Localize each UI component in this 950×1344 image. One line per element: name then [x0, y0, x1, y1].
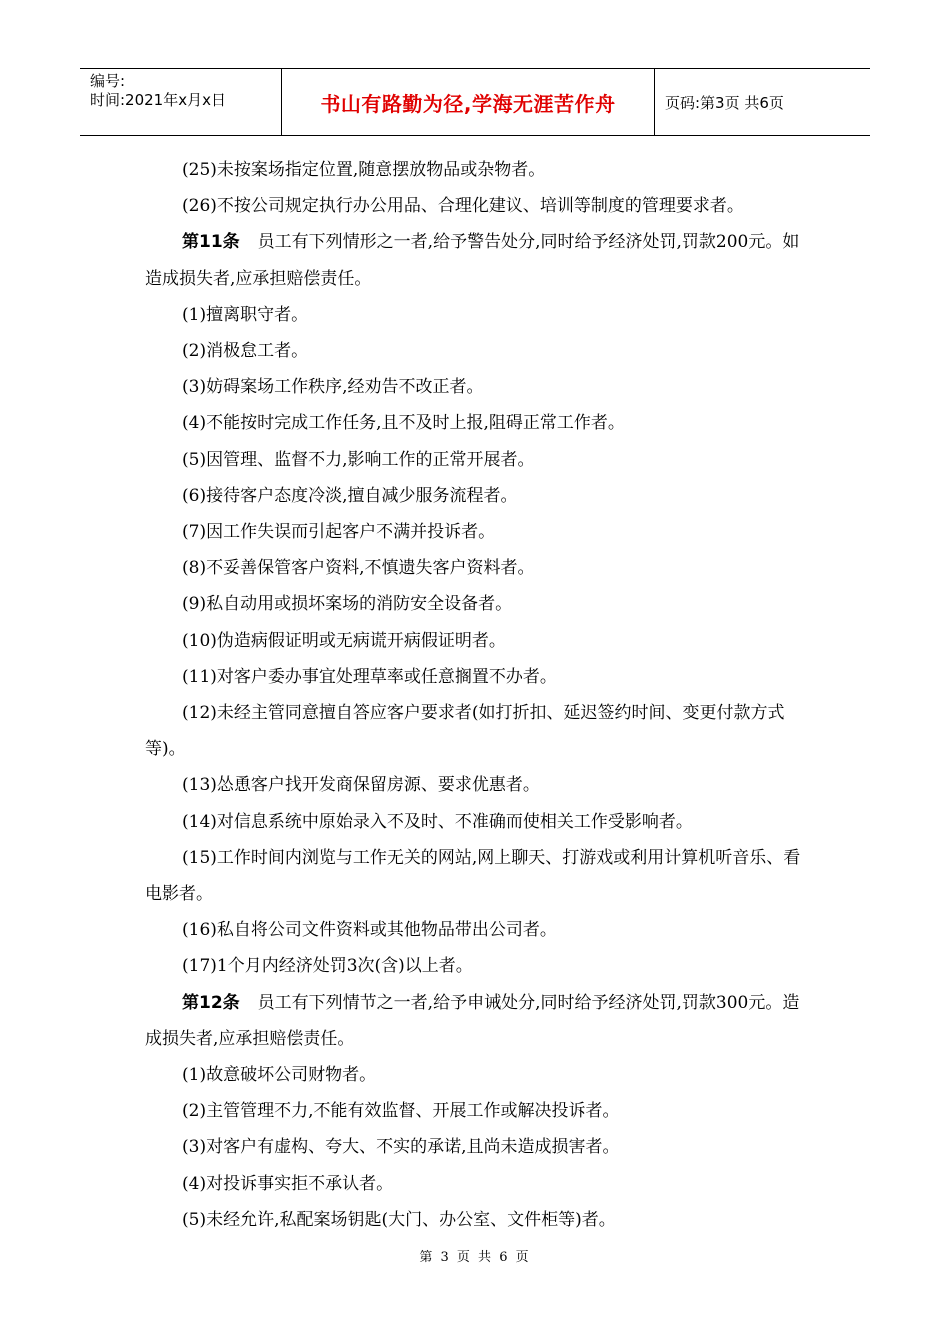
article-text: 员工有下列情节之一者,给予申诫处分,同时给予经济处罚,罚款300元。造成损失者,应承担赔偿责任。 [145, 992, 800, 1049]
header-page-number: 页码:第3页 共6页 [665, 93, 784, 112]
list-item: (8)不妥善保管客户资料,不慎遗失客户资料者。 [182, 558, 535, 579]
list-item: (16)私自将公司文件资料或其他物品带出公司者。 [182, 920, 557, 941]
list-item: (7)因工作失误而引起客户不满并投诉者。 [182, 522, 496, 543]
list-item: (10)伪造病假证明或无病谎开病假证明者。 [182, 630, 506, 651]
list-item: (17)1个月内经济处罚3次(含)以上者。 [182, 956, 473, 977]
article-paragraph [145, 985, 807, 1057]
article-text: 员工有下列情形之一者,给予警告处分,同时给予经济处罚,罚款200元。如造成损失者,应承担赔偿责任。 [145, 232, 800, 289]
list-item: (5)未经允许,私配案场钥匙(大门、办公室、文件柜等)者。 [182, 1209, 616, 1230]
list-item: (2)消极怠工者。 [182, 341, 309, 362]
list-item: (1)故意破坏公司财物者。 [182, 1065, 377, 1086]
list-item: (3)妨碍案场工作秩序,经劝告不改正者。 [182, 377, 484, 398]
list-item: (4)对投诉事实拒不承认者。 [182, 1173, 394, 1194]
list-item: (1)擅离职守者。 [182, 304, 309, 325]
list-item: (6)接待客户态度冷淡,擅自减少服务流程者。 [182, 485, 518, 506]
article-number: 第11条 [182, 232, 240, 253]
list-item: (12)未经主管同意擅自答应客户要求者(如打折扣、延迟签约时间、变更付款方式等)。 [145, 703, 785, 760]
list-item: (5)因管理、监督不力,影响工作的正常开展者。 [182, 449, 535, 470]
article-number: 第12条 [182, 992, 240, 1013]
document-number-label: 编号: [90, 72, 126, 90]
document-time-label: 时间:2021年x月x日 [90, 91, 226, 109]
header-meta [80, 69, 282, 135]
list-item: (25)未按案场指定位置,随意摆放物品或杂物者。 [182, 160, 546, 180]
list-item: (3)对客户有虚构、夸大、不实的承诺,且尚未造成损害者。 [182, 1137, 620, 1158]
list-item: (14)对信息系统中原始录入不及时、不准确而使相关工作受影响者。 [182, 811, 693, 832]
header-motto: 书山有路勤为径,学海无涯苦作舟 [282, 69, 655, 135]
list-item: (2)主管管理不力,不能有效监督、开展工作或解决投诉者。 [182, 1101, 620, 1122]
list-item: (9)私自动用或损坏案场的消防安全设备者。 [182, 594, 513, 615]
list-item: (26)不按公司规定执行办公用品、合理化建议、培训等制度的管理要求者。 [182, 196, 744, 217]
document-body [145, 152, 807, 1238]
article-paragraph [145, 224, 807, 296]
list-item: (15)工作时间内浏览与工作无关的网站,网上聊天、打游戏或利用计算机听音乐、看电影者。 [145, 847, 801, 905]
list-item: (11)对客户委办事宜处理草率或任意搁置不办者。 [182, 666, 557, 687]
list-item: (4)不能按时完成工作任务,且不及时上报,阻碍正常工作者。 [182, 413, 625, 434]
page-footer: 第 3 页 共 6 页 [419, 1250, 531, 1265]
list-item: (13)怂恿客户找开发商保留房源、要求优惠者。 [182, 775, 540, 796]
page-header [80, 68, 870, 136]
